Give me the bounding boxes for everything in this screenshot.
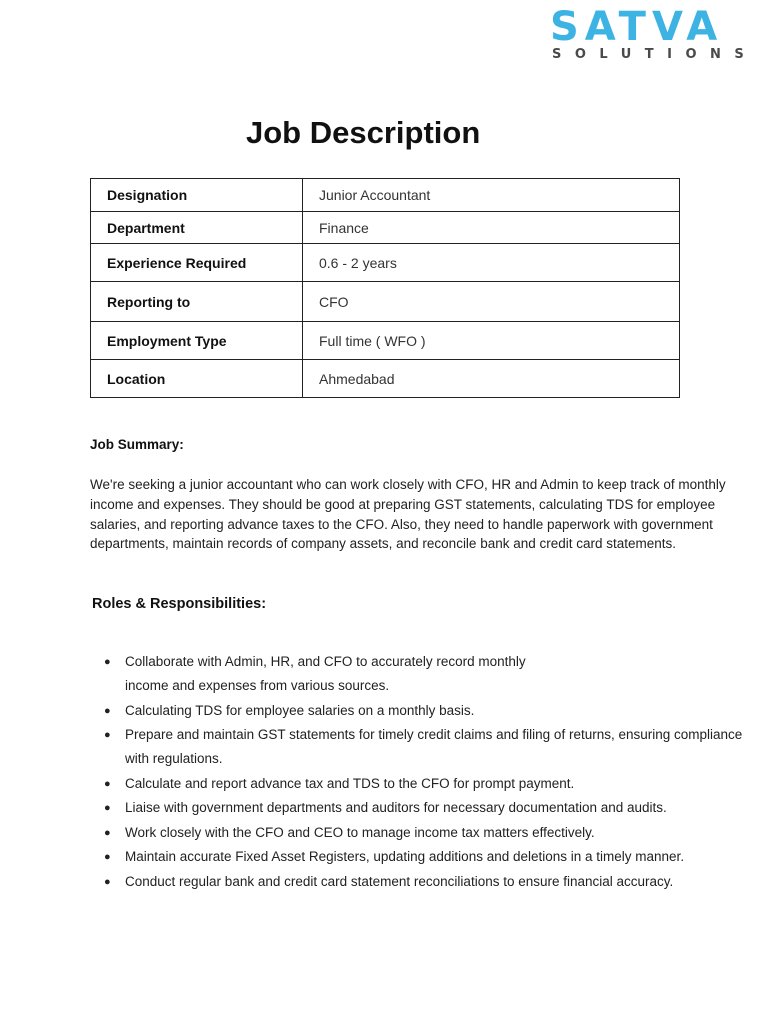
table-row (91, 244, 680, 282)
bullet-icon: ● (104, 704, 111, 717)
job-summary-text: We're seeking a junior accountant who can work closely with CFO, HR and Admin to keep track of monthly income and expenses. They should be good at preparing GST statements, calculating TDS for employee salaries, and reporting advance taxes to the CFO. Also, they need to handle paperwork with government departments, maintain records of company assets, and reconcile bank and credit card statements. (90, 477, 726, 552)
list-item (104, 845, 744, 869)
field-label: Designation (91, 179, 303, 212)
job-summary-heading: Job Summary: (90, 437, 184, 452)
list-item (104, 699, 744, 723)
field-label: Department (91, 212, 303, 244)
table-row (91, 322, 680, 360)
bullet-icon: ● (104, 656, 111, 668)
logo-tagline: SOLUTIONS (552, 47, 758, 62)
page-title: Job Description (246, 115, 481, 150)
list-item (104, 772, 744, 796)
bullet-icon: ● (104, 777, 111, 790)
field-value: Finance (303, 212, 680, 244)
list-item-text: Collaborate with Admin, HR, and CFO to accurately record monthly income and expenses from various sources. (125, 654, 526, 693)
field-label: Reporting to (91, 282, 303, 322)
list-item-text: Conduct regular bank and credit card statement reconciliations to ensure financial accuracy. (125, 873, 674, 889)
list-item-text: Calculate and report advance tax and TDS to the CFO for prompt payment. (125, 775, 575, 791)
field-label: Experience Required (91, 244, 303, 282)
list-item (104, 650, 565, 698)
list-item (104, 870, 744, 894)
field-value: CFO (303, 282, 680, 322)
bullet-icon: ● (104, 826, 111, 839)
field-label: Employment Type (91, 322, 303, 360)
table-row (91, 179, 680, 212)
list-item-text: Calculating TDS for employee salaries on a monthly basis. (125, 702, 475, 718)
list-item-text: Prepare and maintain GST statements for timely credit claims and filing of returns, ensuring compliance with regulations. (125, 727, 743, 766)
roles-heading: Roles & Responsibilities: (92, 596, 267, 612)
field-value: Junior Accountant (303, 179, 680, 212)
list-item (104, 821, 744, 845)
table-row (91, 360, 680, 398)
table-row (91, 212, 680, 244)
table-row (91, 282, 680, 322)
field-value: Full time ( WFO ) (303, 322, 680, 360)
bullet-icon: ● (104, 729, 111, 741)
job-details-table (90, 178, 680, 398)
field-value: Ahmedabad (303, 360, 680, 398)
list-item-text: Work closely with the CFO and CEO to manage income tax matters effectively. (125, 824, 595, 840)
list-item (104, 796, 744, 820)
bullet-icon: ● (104, 802, 111, 814)
responsibilities-list (104, 650, 744, 894)
bullet-icon: ● (104, 851, 111, 863)
bullet-icon: ● (104, 875, 111, 888)
field-value: 0.6 - 2 years (303, 244, 680, 282)
company-logo (550, 4, 758, 62)
list-item-text: Maintain accurate Fixed Asset Registers, updating additions and deletions in a timely manner. (125, 849, 685, 864)
logo-wordmark: SATVA (550, 4, 724, 50)
list-item-text: Liaise with government departments and auditors for necessary documentation and audits. (125, 800, 667, 815)
list-item (104, 723, 744, 771)
field-label: Location (91, 360, 303, 398)
